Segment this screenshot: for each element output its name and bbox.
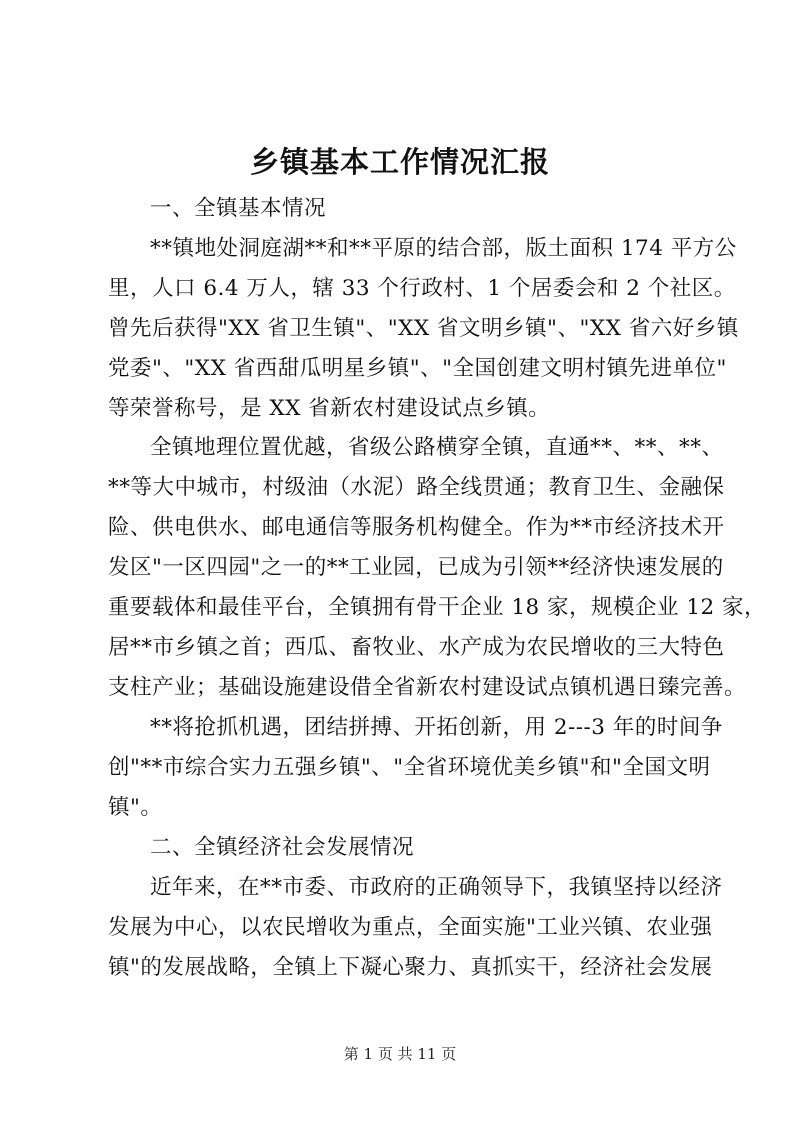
section-heading-2: 二、全镇经济社会发展情况: [150, 835, 415, 860]
body-line: 险、供电供水、邮电通信等服务机构健全。作为**市经济技术开: [108, 515, 725, 540]
body-line: **镇地处洞庭湖**和**平原的结合部，版土面积 174 平方公: [150, 236, 737, 261]
body-line: 发区"一区四园"之一的**工业园，已成为引领**经济快速发展的: [108, 555, 724, 580]
body-line: 发展为中心，以农民增收为重点，全面实施"工业兴镇、农业强: [108, 915, 713, 940]
body-line: 党委"、"XX 省西甜瓜明星乡镇"、"全国创建文明村镇先进单位": [108, 356, 727, 381]
section-heading-1: 一、全镇基本情况: [150, 196, 327, 221]
body-line: 镇"。: [108, 795, 163, 820]
body-line: 曾先后获得"XX 省卫生镇"、"XX 省文明乡镇"、"XX 省六好乡镇: [108, 316, 739, 341]
body-line: 等荣誉称号，是 XX 省新农村建设试点乡镇。: [108, 396, 551, 421]
body-line: **等大中城市，村级油（水泥）路全线贯通；教育卫生、金融保: [108, 475, 725, 500]
document-title: 乡镇基本工作情况汇报: [249, 145, 550, 179]
body-line: 创"**市综合实力五强乡镇"、"全省环境优美乡镇"和"全国文明: [108, 755, 711, 780]
body-line: 重要载体和最佳平台，全镇拥有骨干企业 18 家，规模企业 12 家，: [108, 595, 767, 620]
body-line: **将抢抓机遇，团结拼搏、开拓创新，用 2---3 年的时间争: [150, 715, 723, 740]
body-line: 近年来，在**市委、市政府的正确领导下，我镇坚持以经济: [150, 875, 723, 900]
body-line: 里，人口 6.4 万人，辖 33 个行政村、1 个居委会和 2 个社区。: [108, 276, 736, 301]
body-line: 支柱产业；基础设施建设借全省新农村建设试点镇机遇日臻完善。: [108, 675, 747, 700]
body-line: 镇"的发展战略，全镇上下凝心聚力、真抓实干，经济社会发展: [108, 955, 713, 980]
page-footer: 第 1 页 共 11 页: [343, 1045, 457, 1063]
body-line: 全镇地理位置优越，省级公路横穿全镇，直通**、**、**、: [150, 435, 724, 460]
body-line: 居**市乡镇之首；西瓜、畜牧业、水产成为农民增收的三大特色: [108, 635, 725, 660]
